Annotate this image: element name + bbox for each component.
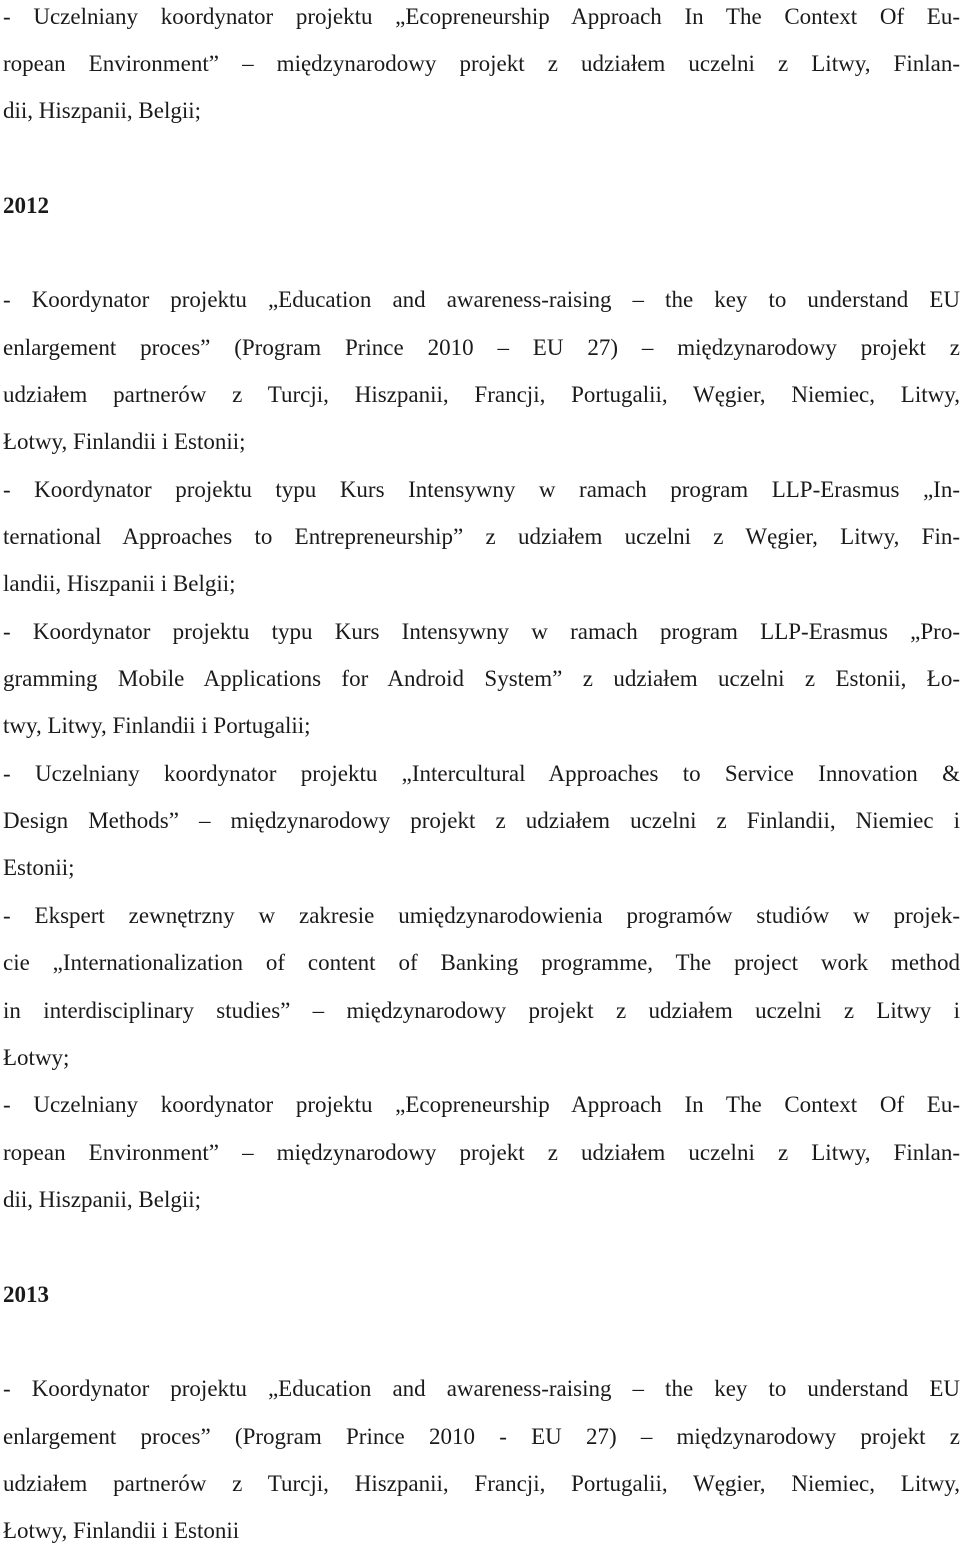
entry-education-awareness-2013-line: - Koordynator projektu „Education and awareness-raising – the key to understand EU	[3, 1376, 960, 1401]
entry-programming-mobile-2012-line: - Koordynator projektu typu Kurs Intensywny w ramach program LLP-Erasmus „Pro-	[3, 619, 960, 644]
entry-intercultural-approaches-2012-line: Design Methods” – międzynarodowy projekt z udziałem uczelni z Finlandii, Niemiec i	[3, 808, 960, 833]
entry-ecopreneurship-2011-line: dii, Hiszpanii, Belgii;	[3, 98, 202, 123]
entry-international-approaches-2012-line: landii, Hiszpanii i Belgii;	[3, 571, 236, 596]
entry-education-awareness-2012-line: udziałem partnerów z Turcji, Hiszpanii, Francji, Portugalii, Węgier, Niemiec, Litwy,	[3, 382, 960, 407]
entry-internationalization-2012-line: - Ekspert zewnętrzny w zakresie umiędzynarodowienia programów studiów w projek-	[3, 903, 960, 928]
entry-internationalization-2012-line: Łotwy;	[3, 1045, 70, 1070]
entry-education-awareness-2013-line: Łotwy, Finlandii i Estonii	[3, 1518, 240, 1543]
entry-ecopreneurship-2012-line: dii, Hiszpanii, Belgii;	[3, 1187, 202, 1212]
entry-internationalization-2012-line: in interdisciplinary studies” – międzynarodowy projekt z udziałem uczelni z Litwy i	[3, 998, 960, 1023]
entry-internationalization-2012-line: cie „Internationalization of content of Banking programme, The project work method	[3, 950, 960, 975]
entry-education-awareness-2012-line: Łotwy, Finlandii i Estonii;	[3, 429, 246, 454]
entry-intercultural-approaches-2012-line: Estonii;	[3, 855, 75, 880]
entry-programming-mobile-2012-line: gramming Mobile Applications for Android System” z udziałem uczelni z Estonii, Ło-	[3, 666, 960, 691]
entry-education-awareness-2013-line: enlargement proces” (Program Prince 2010 - EU 27) – międzynarodowy projekt z	[3, 1424, 960, 1449]
entry-ecopreneurship-2012-line: - Uczelniany koordynator projektu „Ecopreneurship Approach In The Context Of Eu-	[3, 1092, 960, 1117]
entry-education-awareness-2013-line: udziałem partnerów z Turcji, Hiszpanii, Francji, Portugalii, Węgier, Niemiec, Litwy,	[3, 1471, 960, 1496]
entry-education-awareness-2012-line: enlargement proces” (Program Prince 2010 – EU 27) – międzynarodowy projekt z	[3, 335, 960, 360]
entry-education-awareness-2012-line: - Koordynator projektu „Education and awareness-raising – the key to understand EU	[3, 287, 960, 312]
entry-international-approaches-2012-line: - Koordynator projektu typu Kurs Intensywny w ramach program LLP-Erasmus „In-	[3, 477, 960, 502]
entry-international-approaches-2012-line: ternational Approaches to Entrepreneurship” z udziałem uczelni z Węgier, Litwy, Fin-	[3, 524, 960, 549]
entry-intercultural-approaches-2012-line: - Uczelniany koordynator projektu „Intercultural Approaches to Service Innovation &	[3, 761, 960, 786]
year-heading: 2012	[3, 193, 49, 218]
entry-programming-mobile-2012-line: twy, Litwy, Finlandii i Portugalii;	[3, 713, 311, 738]
entry-ecopreneurship-2012-line: ropean Environment” – międzynarodowy projekt z udziałem uczelni z Litwy, Finlan-	[3, 1140, 960, 1165]
entry-ecopreneurship-2011-line: - Uczelniany koordynator projektu „Ecopreneurship Approach In The Context Of Eu-	[3, 4, 960, 29]
year-heading: 2013	[3, 1282, 49, 1307]
entry-ecopreneurship-2011-line: ropean Environment” – międzynarodowy projekt z udziałem uczelni z Litwy, Finlan-	[3, 51, 960, 76]
